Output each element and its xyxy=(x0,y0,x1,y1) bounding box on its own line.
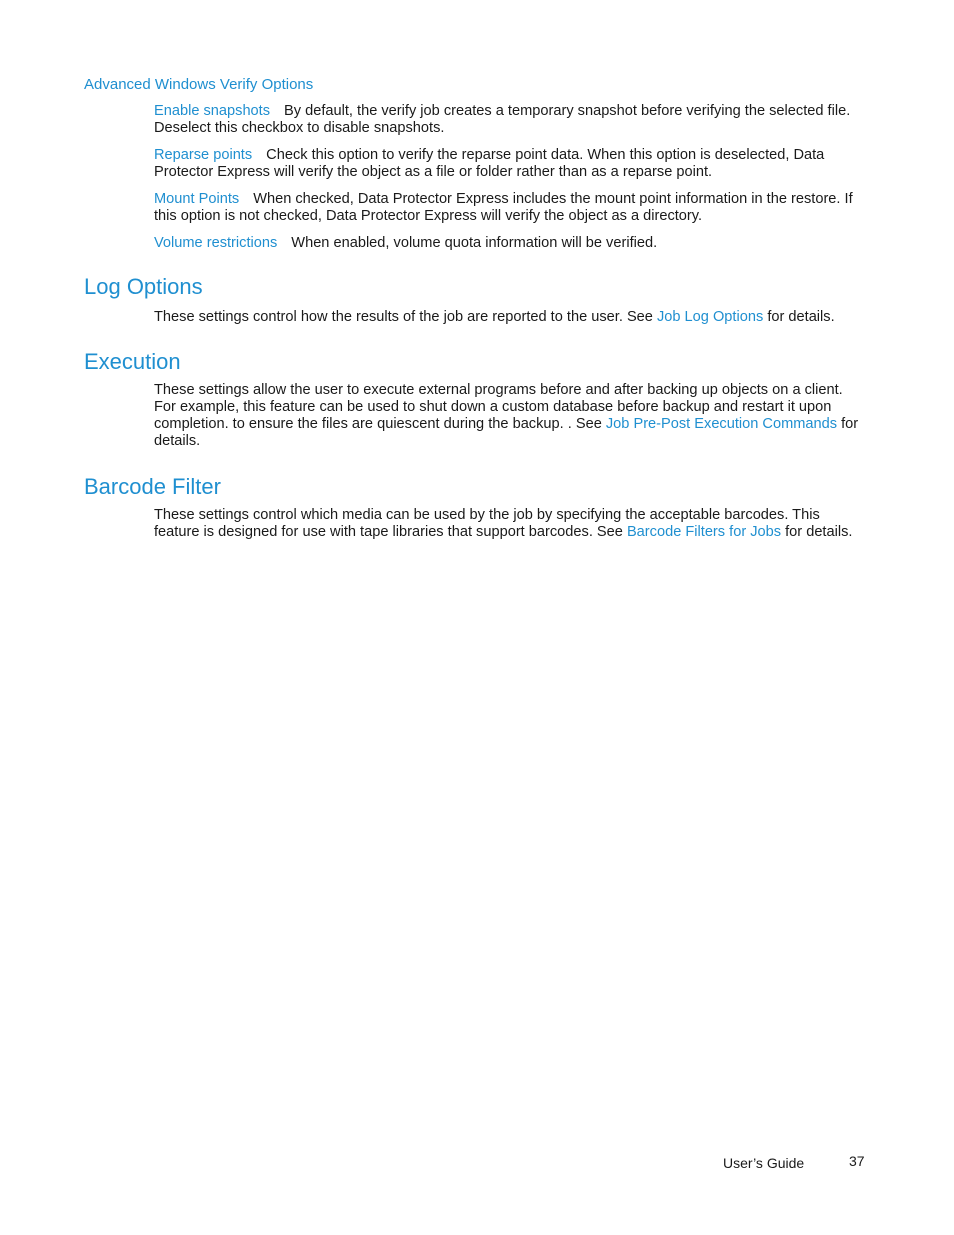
barcode-filter-text-end: for details. xyxy=(781,524,853,540)
barcode-filters-for-jobs-link[interactable]: Barcode Filters for Jobs xyxy=(626,524,782,540)
barcode-filter-text: These settings control which media can be used by the job by specifying the acceptable barcodes. This feature is designed for use with tape libraries that support barcodes. See xyxy=(154,507,820,540)
log-options-text: These settings control how the results of the job are reported to the user. See xyxy=(154,309,657,325)
advanced-verify-options-heading: Advanced Windows Verify Options xyxy=(84,76,314,93)
enable-snapshots-entry xyxy=(154,103,866,137)
mount-points-description: When checked, Data Protector Express includes the mount point information in the restore. If this option is not checked, Data Protector Express will verify the object as a directory. xyxy=(154,191,853,224)
execution-heading: Execution xyxy=(84,349,181,374)
volume-restrictions-entry xyxy=(154,235,866,252)
log-options-text-end: for details. xyxy=(763,309,835,325)
footer-guide-label: User’s Guide xyxy=(723,1155,805,1171)
reparse-points-entry xyxy=(154,147,866,181)
job-log-options-link[interactable]: Job Log Options xyxy=(656,309,764,325)
barcode-filter-paragraph xyxy=(154,507,866,541)
volume-restrictions-description: When enabled, volume quota information will be verified. xyxy=(291,235,658,251)
reparse-points-term: Reparse points xyxy=(154,147,253,163)
execution-paragraph xyxy=(154,382,866,450)
log-options-heading: Log Options xyxy=(84,274,203,299)
mount-points-entry xyxy=(154,191,866,225)
execution-text-end: for details. xyxy=(154,416,859,449)
page-number: 37 xyxy=(849,1153,865,1169)
log-options-paragraph xyxy=(154,309,866,326)
volume-restrictions-term: Volume restrictions xyxy=(154,235,278,251)
execution-text: These settings allow the user to execute external programs before and after backing up objects on a client. For example, this feature can be used to shut down a custom database before backup and restart it upon completion. to ensure the files are quiescent during the backup. . See xyxy=(154,382,843,432)
mount-points-term: Mount Points xyxy=(154,191,240,207)
reparse-points-description: Check this option to verify the reparse point data. When this option is deselected, Data Protector Express will verify the object as a file or folder rather than as a reparse point. xyxy=(154,147,825,180)
enable-snapshots-description: By default, the verify job creates a temporary snapshot before verifying the selected file. Deselect this checkbox to disable snapshots. xyxy=(154,103,851,136)
barcode-filter-heading: Barcode Filter xyxy=(84,474,221,499)
enable-snapshots-term: Enable snapshots xyxy=(154,103,271,119)
job-pre-post-execution-commands-link[interactable]: Job Pre-Post Execution Commands xyxy=(605,416,838,432)
